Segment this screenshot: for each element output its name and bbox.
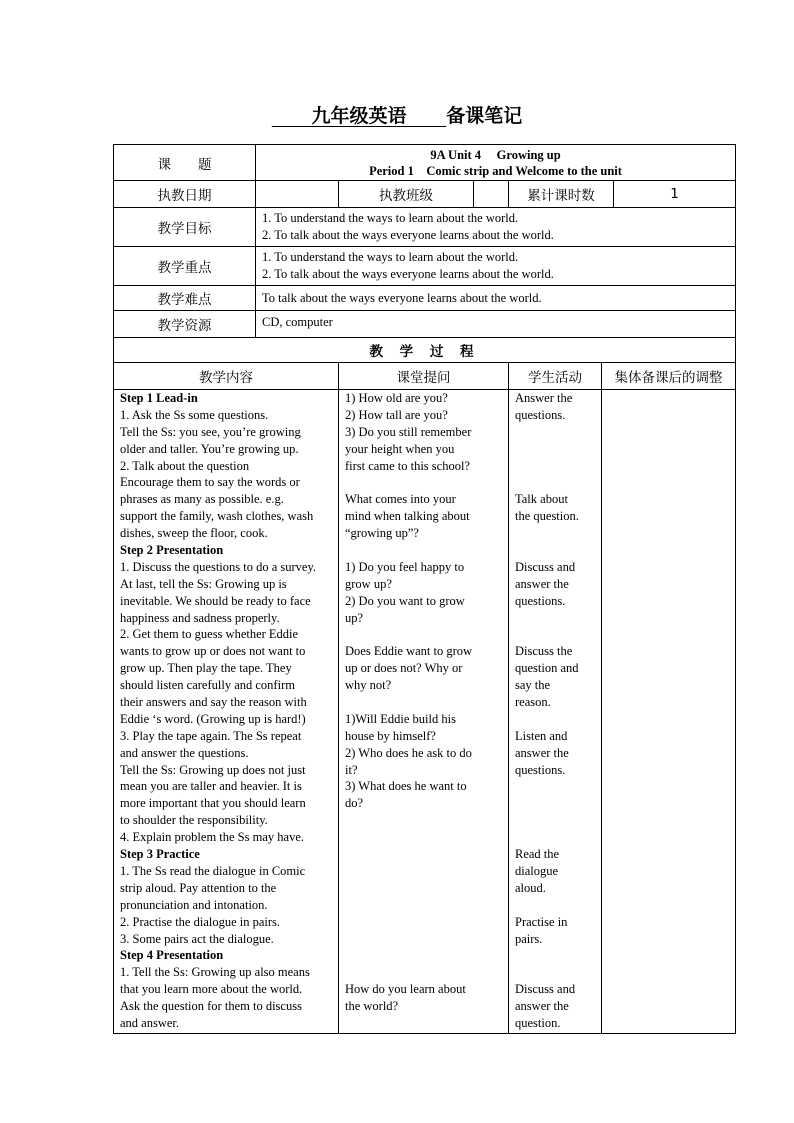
- content-line: 1. Ask the Ss some questions.: [120, 407, 269, 422]
- activity-line: [515, 795, 597, 812]
- activity-line: aloud.: [515, 880, 546, 895]
- activity-line: question.: [515, 1015, 561, 1030]
- content-line: 1. The Ss read the dialogue in Comic: [120, 863, 306, 878]
- activity-line: [515, 525, 597, 542]
- adjustments-cell: [602, 390, 736, 1034]
- content-line: 2. Get them to guess whether Eddie: [120, 627, 299, 642]
- activity-line: say the: [515, 678, 551, 693]
- class-label: 执教班级: [339, 181, 474, 208]
- page-title: [0, 101, 794, 128]
- question-line: 2) Who does he ask to do: [345, 745, 472, 760]
- resources-value: CD, computer: [256, 311, 736, 338]
- activity-line: Answer the: [515, 391, 573, 405]
- question-line: 3) Do you still remember: [345, 424, 472, 439]
- question-line: 1) How old are you?: [345, 391, 448, 405]
- content-line: Step 1 Lead-in: [120, 391, 198, 405]
- content-line: dishes, sweep the floor, cook.: [120, 526, 268, 541]
- teaching-content-cell: [114, 390, 339, 1034]
- content-line: 1. Tell the Ss: Growing up also means: [120, 965, 310, 980]
- unit-title: 9A Unit 4 Growing up: [430, 147, 561, 162]
- content-line: wants to grow up or does not want to: [120, 644, 306, 659]
- activity-line: the question.: [515, 509, 579, 524]
- question-line: your height when you: [345, 441, 455, 456]
- activity-line: [515, 626, 597, 643]
- question-line: [345, 964, 504, 981]
- question-line: [345, 626, 504, 643]
- goals-value: [256, 208, 736, 247]
- topic-value: [256, 145, 736, 181]
- activity-line: Discuss and: [515, 982, 576, 997]
- hours-value: 1: [614, 181, 736, 208]
- question-line: [345, 812, 504, 829]
- activity-line: [515, 897, 597, 914]
- question-line: [345, 1015, 504, 1032]
- key-points-label: 教学重点: [114, 247, 256, 286]
- content-line: their answers and say the reason with: [120, 695, 307, 710]
- content-line: older and taller. You’re growing up.: [120, 441, 299, 456]
- subject-name: 九年级英语: [311, 105, 407, 127]
- activity-line: Read the: [515, 847, 560, 862]
- activity-line: [515, 424, 597, 441]
- activity-line: answer the: [515, 576, 569, 591]
- content-line: 2. Practise the dialogue in pairs.: [120, 914, 281, 929]
- activity-line: Talk about: [515, 492, 568, 507]
- activity-line: [515, 964, 597, 981]
- content-line: 2. Talk about the question: [120, 458, 250, 473]
- content-line: Tell the Ss: Growing up does not just: [120, 762, 306, 777]
- activity-line: questions.: [515, 593, 566, 608]
- content-line: grow up. Then play the tape. They: [120, 661, 292, 676]
- activity-line: Practise in: [515, 914, 568, 929]
- content-line: Eddie ‘s word. (Growing up is hard!): [120, 711, 306, 726]
- question-line: [345, 897, 504, 914]
- activity-line: answer the: [515, 999, 569, 1014]
- hours-label: 累计课时数: [509, 181, 614, 208]
- difficulty-label: 教学难点: [114, 286, 256, 311]
- activity-line: [515, 542, 597, 559]
- question-line: [345, 947, 504, 964]
- content-line: phrases as many as possible. e.g.: [120, 492, 284, 507]
- activity-line: questions.: [515, 407, 566, 422]
- content-line: pronunciation and intonation.: [120, 897, 268, 912]
- period-title: Period 1 Comic strip and Welcome to the unit: [369, 163, 622, 178]
- question-line: up or does not? Why or: [345, 661, 463, 676]
- activity-line: [515, 458, 597, 475]
- question-line: [345, 474, 504, 491]
- content-line: support the family, wash clothes, wash: [120, 509, 314, 524]
- activity-line: [515, 474, 597, 491]
- activity-line: questions.: [515, 762, 566, 777]
- content-line: should listen carefully and confirm: [120, 678, 295, 693]
- activity-line: pairs.: [515, 931, 543, 946]
- difficulty-value: To talk about the ways everyone learns about the world.: [256, 286, 736, 311]
- header-activities: 学生活动: [509, 363, 602, 390]
- question-line: [345, 542, 504, 559]
- content-line: 3. Some pairs act the dialogue.: [120, 931, 274, 946]
- activity-line: dialogue: [515, 863, 559, 878]
- date-label: 执教日期: [114, 181, 256, 208]
- question-line: [345, 694, 504, 711]
- content-line: Encourage them to say the words or: [120, 475, 300, 490]
- content-line: mean you are taller and heavier. It is: [120, 779, 302, 794]
- question-line: 2) Do you want to grow: [345, 593, 465, 608]
- header-questions: 课堂提问: [339, 363, 509, 390]
- content-line: that you learn more about the world.: [120, 982, 303, 997]
- question-line: [345, 880, 504, 897]
- activity-line: reason.: [515, 695, 551, 710]
- question-line: house by himself?: [345, 728, 436, 743]
- question-line: up?: [345, 610, 364, 625]
- question-line: Does Eddie want to grow: [345, 644, 473, 659]
- content-line: 4. Explain problem the Ss may have.: [120, 830, 304, 845]
- key-point-item: 1. To understand the ways to learn about the world.: [262, 250, 519, 264]
- activity-line: answer the: [515, 745, 569, 760]
- activity-line: Listen and: [515, 728, 568, 743]
- activity-line: [515, 778, 597, 795]
- question-line: [345, 863, 504, 880]
- question-line: [345, 914, 504, 931]
- header-content: 教学内容: [114, 363, 339, 390]
- key-point-item: 2. To talk about the ways everyone learns about the world.: [262, 267, 554, 281]
- content-line: 3. Play the tape again. The Ss repeat: [120, 728, 302, 743]
- question-line: first came to this school?: [345, 458, 470, 473]
- student-activities-cell: [509, 390, 602, 1034]
- content-line: Ask the question for them to discuss: [120, 999, 302, 1014]
- goal-item: 2. To talk about the ways everyone learns about the world.: [262, 228, 554, 242]
- activity-line: [515, 947, 597, 964]
- process-section-title: 教 学 过 程: [114, 338, 736, 363]
- content-line: At last, tell the Ss: Growing up is: [120, 576, 287, 591]
- content-line: Step 3 Practice: [120, 847, 200, 862]
- question-line: [345, 931, 504, 948]
- question-line: mind when talking about: [345, 509, 470, 524]
- question-line: [345, 846, 504, 863]
- content-line: and answer the questions.: [120, 745, 249, 760]
- question-line: 1)Will Eddie build his: [345, 711, 456, 726]
- content-line: more important that you should learn: [120, 796, 306, 811]
- activity-line: [515, 812, 597, 829]
- topic-label: 课 题: [114, 145, 256, 181]
- goal-item: 1. To understand the ways to learn about the world.: [262, 211, 519, 225]
- content-line: and answer.: [120, 1015, 180, 1030]
- content-line: strip aloud. Pay attention to the: [120, 880, 277, 895]
- question-line: 3) What does he want to: [345, 779, 467, 794]
- question-line: grow up?: [345, 576, 392, 591]
- resources-label: 教学资源: [114, 311, 256, 338]
- class-questions-cell: [339, 390, 509, 1034]
- question-line: 2) How tall are you?: [345, 407, 448, 422]
- activity-line: [515, 711, 597, 728]
- question-line: 1) Do you feel happy to: [345, 559, 465, 574]
- question-line: it?: [345, 762, 358, 777]
- activity-line: [515, 829, 597, 846]
- question-line: How do you learn about: [345, 982, 466, 997]
- question-line: [345, 829, 504, 846]
- content-line: 1. Discuss the questions to do a survey.: [120, 559, 317, 574]
- content-line: to shoulder the responsibility.: [120, 813, 268, 828]
- content-line: inevitable. We should be ready to face: [120, 593, 311, 608]
- header-adjustments: 集体备课后的调整: [602, 363, 736, 390]
- activity-line: Discuss and: [515, 559, 576, 574]
- question-line: why not?: [345, 678, 392, 693]
- title-text: 备课笔记: [446, 105, 523, 127]
- date-value: [256, 181, 339, 208]
- key-points-value: [256, 247, 736, 286]
- activity-line: [515, 441, 597, 458]
- lesson-plan-table: [113, 144, 736, 1034]
- content-line: Step 2 Presentation: [120, 543, 224, 558]
- content-line: happiness and sadness properly.: [120, 610, 280, 625]
- content-line: Step 4 Presentation: [120, 948, 224, 963]
- question-line: the world?: [345, 999, 399, 1014]
- question-line: do?: [345, 796, 364, 811]
- content-line: Tell the Ss: you see, you’re growing: [120, 424, 301, 439]
- question-line: “growing up”?: [345, 526, 419, 541]
- question-line: What comes into your: [345, 492, 456, 507]
- goals-label: 教学目标: [114, 208, 256, 247]
- activity-line: Discuss the: [515, 644, 573, 659]
- activity-line: [515, 610, 597, 627]
- class-value: [474, 181, 509, 208]
- activity-line: question and: [515, 661, 579, 676]
